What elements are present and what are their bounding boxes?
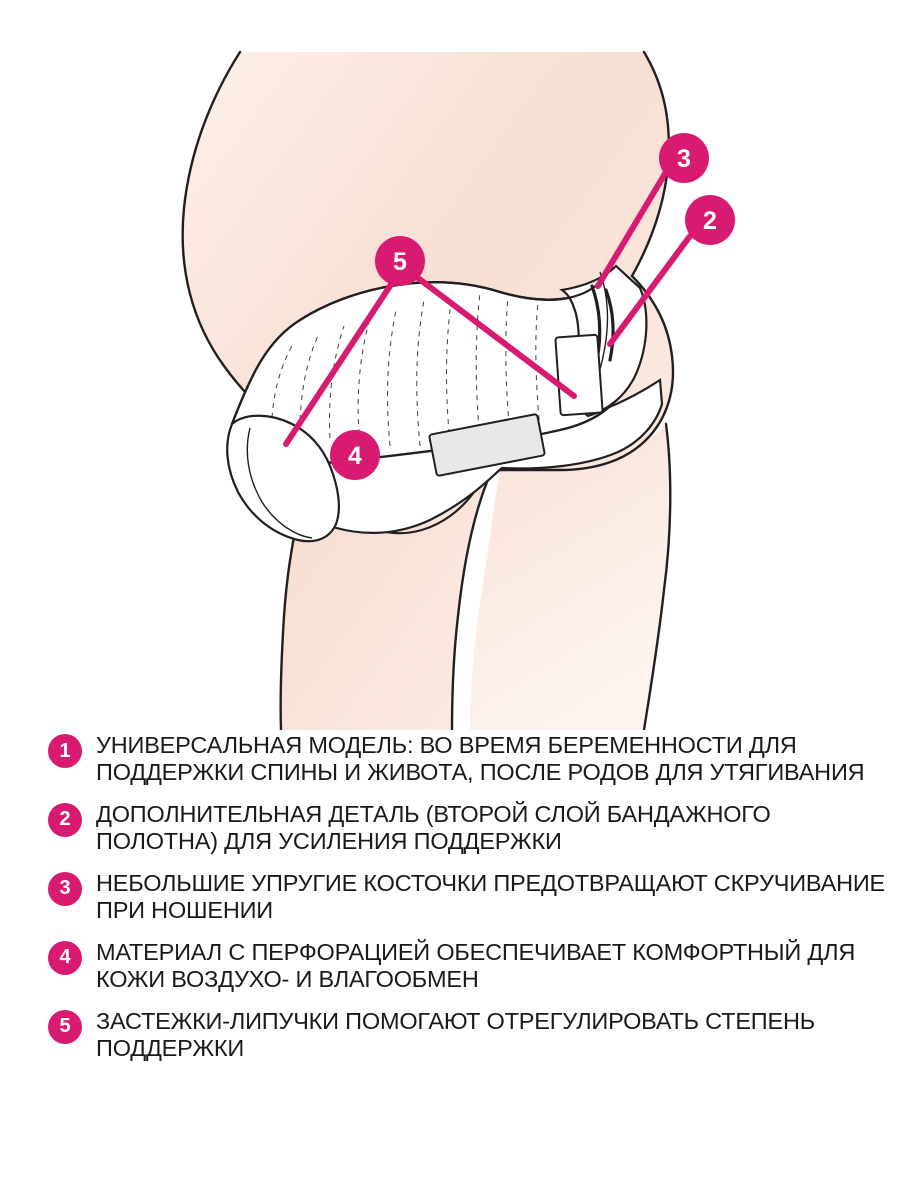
legend-text-4: МАТЕРИАЛ С ПЕРФОРАЦИЕЙ ОБЕСПЕЧИВАЕТ КОМФОРТНЫЙ ДЛЯ КОЖИ ВОЗДУХО- И ВЛАГООБМЕН bbox=[96, 938, 856, 993]
legend-text-3: НЕБОЛЬШИЕ УПРУГИЕ КОСТОЧКИ ПРЕДОТВРАЩАЮТ СКРУЧИВАНИЕ ПРИ НОШЕНИИ bbox=[96, 869, 886, 924]
callout-badge-5 bbox=[375, 236, 425, 286]
callout-badge-4 bbox=[330, 430, 380, 480]
callout-badge-2 bbox=[685, 195, 735, 245]
callout-badge-3-label: 3 bbox=[677, 145, 691, 173]
legend-item bbox=[0, 939, 900, 994]
legend-badge-3: 3 bbox=[48, 872, 82, 906]
legend-item bbox=[0, 732, 900, 787]
legend-text-1: УНИВЕРСАЛЬНАЯ МОДЕЛЬ: ВО ВРЕМЯ БЕРЕМЕННОСТИ ДЛЯ ПОДДЕРЖКИ СПИНЫ И ЖИВОТА, ПОСЛЕ РОДОВ ДЛЯ УТЯГИВАНИЯ bbox=[96, 732, 865, 786]
callout-badge-4-label: 4 bbox=[348, 442, 362, 470]
callout-badge-5-label: 5 bbox=[393, 248, 407, 276]
callout-badge-3 bbox=[659, 133, 709, 183]
legend-badge-5: 5 bbox=[48, 1010, 82, 1044]
legend-badge-1: 1 bbox=[48, 734, 82, 768]
legend-text-2: ДОПОЛНИТЕЛЬНАЯ ДЕТАЛЬ (ВТОРОЙ СЛОЙ БАНДАЖНОГО ПОЛОТНА) ДЛЯ УСИЛЕНИЯ ПОДДЕРЖКИ bbox=[96, 800, 771, 855]
callout-badge-2-label: 2 bbox=[703, 207, 717, 235]
legend-badge-4: 4 bbox=[48, 941, 82, 975]
legend-item bbox=[0, 801, 900, 856]
legend-text-5: ЗАСТЕЖКИ-ЛИПУЧКИ ПОМОГАЮТ ОТРЕГУЛИРОВАТЬ СТЕПЕНЬ ПОДДЕРЖКИ bbox=[96, 1007, 815, 1062]
legend-item bbox=[0, 1008, 900, 1063]
legend-item bbox=[0, 870, 900, 925]
legend-badge-2: 2 bbox=[48, 803, 82, 837]
feature-legend bbox=[0, 732, 900, 1077]
